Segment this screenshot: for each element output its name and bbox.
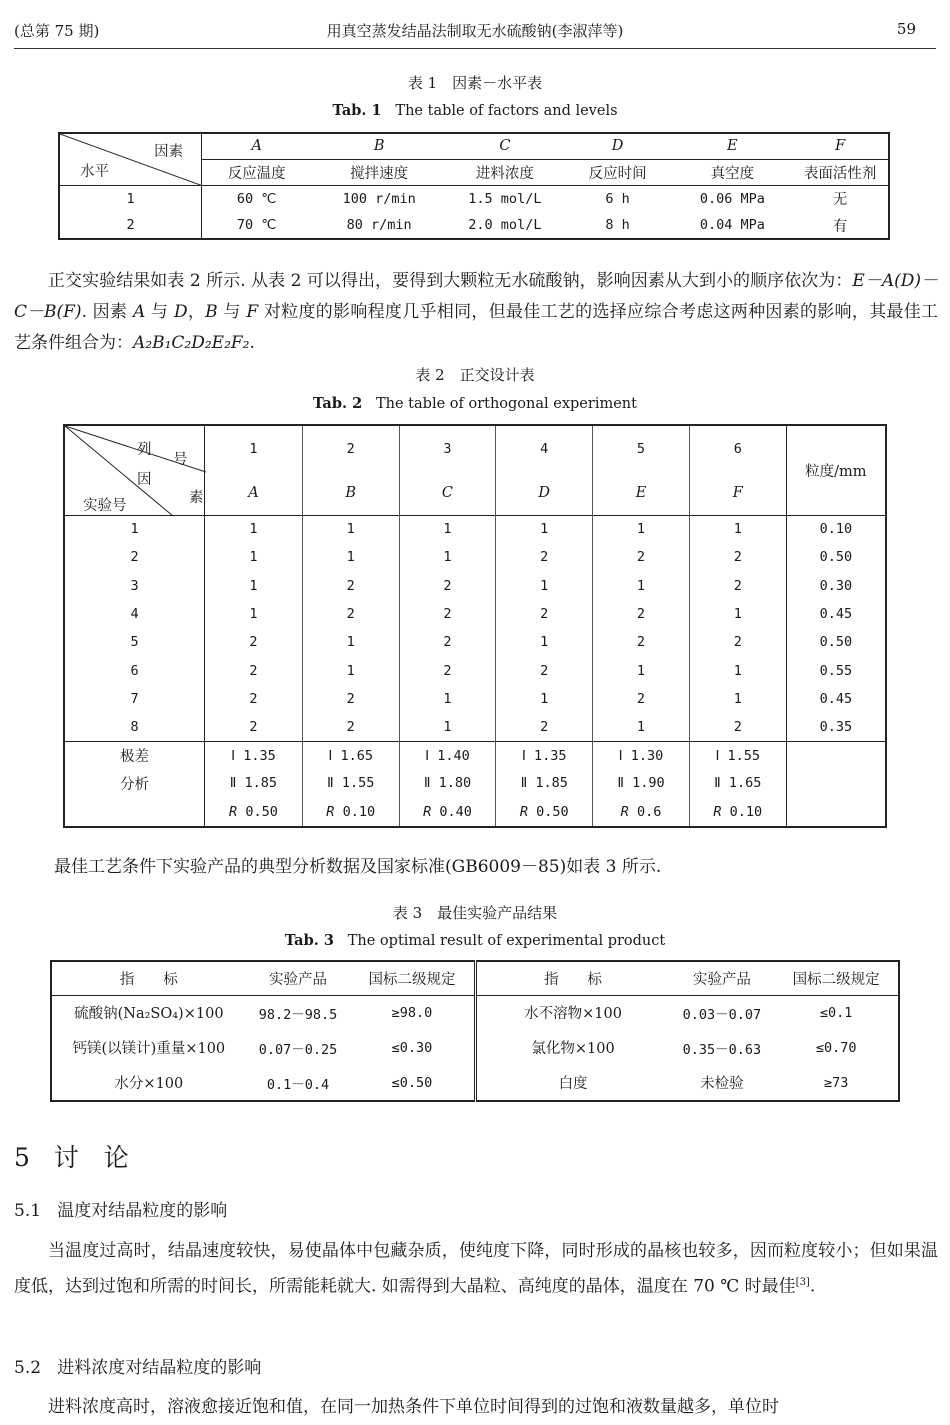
factor-c: C [499, 138, 511, 155]
table-row [64, 572, 886, 600]
range-ii: Ⅱ 1.65 [689, 769, 786, 797]
table-row [64, 515, 886, 543]
text: B [205, 302, 218, 322]
running-title: 用真空蒸发结晶法制取无水硫酸钠(李淑萍等) [326, 22, 624, 40]
level-cell: 2 [205, 656, 303, 684]
level-cell: 1 [689, 515, 786, 543]
cell: ≥98.0 [350, 995, 475, 1030]
cell: 100 r/min [342, 190, 416, 207]
level-cell: 2 [689, 543, 786, 571]
level-cell: 1 [302, 515, 399, 543]
r-label: R [519, 803, 528, 820]
column-number: 2 [302, 425, 399, 471]
range-i: Ⅰ 1.35 [205, 741, 303, 769]
r-value: 0.50 [536, 803, 569, 820]
factor: C [399, 471, 496, 515]
corner-label: 列 [137, 442, 152, 458]
cell: 8 h [605, 217, 630, 233]
range-ii: Ⅱ 1.85 [205, 769, 303, 797]
level-cell: 2 [302, 685, 399, 713]
particle-size: 0.45 [819, 606, 853, 623]
cell: 硫酸钠(Na₂SO₄)×100 [74, 1006, 224, 1023]
text: 与 [145, 302, 174, 322]
level-cell: 1 [399, 713, 496, 741]
table3 [50, 960, 900, 1102]
particle-size: 0.50 [819, 549, 853, 566]
table-row [64, 628, 886, 656]
level-cell: 2 [593, 628, 690, 656]
level-cell: 2 [496, 656, 593, 684]
level-cell: 2 [593, 685, 690, 713]
table-row [64, 543, 886, 571]
experiment-number: 4 [64, 600, 205, 628]
citation: [3] [795, 1277, 810, 1288]
level-cell: 2 [205, 628, 303, 656]
corner-level-label: 水平 [80, 163, 109, 180]
table-row [51, 1030, 899, 1065]
r-value: 0.50 [245, 803, 278, 820]
table-row [51, 995, 899, 1030]
corner-label: 号 [173, 452, 188, 468]
particle-size: 0.35 [819, 718, 853, 735]
cell: 未检验 [700, 1076, 744, 1092]
table1-caption-cn: 表 1 因素－水平表 [407, 74, 543, 92]
table-row [59, 212, 889, 239]
table1-corner [59, 133, 202, 185]
text: F [246, 302, 259, 322]
cell: 1.5 mol/L [468, 190, 542, 207]
header-rule [14, 48, 936, 49]
cell: ≥73 [823, 1074, 849, 1091]
range-ii: Ⅱ 1.55 [302, 769, 399, 797]
range-r [302, 797, 399, 827]
level-cell: 2 [399, 656, 496, 684]
factor-name: 真空度 [672, 159, 792, 185]
level-cell: 1 [205, 572, 303, 600]
level-cell: 2 [496, 543, 593, 571]
table2-caption-en: Tab. 2 The table of orthogonal experiment [313, 395, 637, 412]
level-cell: 1 [496, 685, 593, 713]
factor-f: F [835, 138, 846, 155]
experiment-number: 8 [64, 713, 205, 741]
column-number: 3 [399, 425, 496, 471]
table3-caption-cn: 表 3 最佳实验产品结果 [392, 904, 558, 922]
subsection-heading [14, 1353, 261, 1378]
text: . [249, 333, 255, 353]
section-number: 5 [14, 1143, 30, 1172]
level-cell: 2 [302, 600, 399, 628]
factor-a: A [251, 138, 262, 155]
level-cell: 1 [593, 515, 690, 543]
corner-factor-label: 因素 [154, 144, 184, 160]
particle-size: 0.55 [819, 662, 853, 679]
column-number: 5 [593, 425, 690, 471]
cell: 60 ℃ [236, 190, 277, 207]
range-i: Ⅰ 1.65 [302, 741, 399, 769]
text: 与 [217, 302, 247, 322]
table3-caption-en: Tab. 3 The optimal result of experimental product [284, 932, 666, 949]
level-cell: 2 [593, 600, 690, 628]
paragraph-results [14, 266, 938, 359]
factor: E [593, 471, 690, 515]
header-cell: 国标二级规定 [792, 971, 880, 988]
paragraph-temperature [14, 1236, 938, 1303]
size-header: 粒度/mm [786, 425, 886, 515]
subsection-title: 进料浓度对结晶粒度的影响 [57, 1358, 262, 1378]
level-cell: 2 [302, 713, 399, 741]
section-title: 讨 论 [53, 1143, 129, 1172]
level-cell: 1 [689, 656, 786, 684]
factor-d: D [611, 138, 624, 155]
r-label: R [326, 803, 335, 820]
level-cell: 1 [399, 515, 496, 543]
level-cell: 1 [302, 543, 399, 571]
factor-e: E [727, 138, 738, 155]
text: D [173, 302, 188, 322]
cell: 钙镁(以镁计)重量×100 [72, 1041, 226, 1057]
range-ii: Ⅱ 1.80 [399, 769, 496, 797]
cell: 0.06 MPa [699, 190, 765, 207]
cell: 有 [832, 218, 848, 235]
factor: A [205, 471, 303, 515]
particle-size: 0.30 [819, 577, 853, 594]
cell: 0.07－0.25 [258, 1041, 338, 1058]
text: . 因素 [81, 302, 133, 322]
level-cell: 1 [496, 572, 593, 600]
table1-caption-en: Tab. 1 The table of factors and levels [332, 102, 618, 119]
text: ， [187, 302, 206, 322]
cell: 0.03－0.07 [682, 1006, 762, 1023]
range-i: Ⅰ 1.30 [593, 741, 690, 769]
table2 [63, 424, 887, 828]
cell: ≤0.30 [350, 1030, 475, 1065]
journal-issue: (总第 75 期) [14, 22, 100, 40]
cell: 氯化物×100 [531, 1041, 615, 1057]
range-label: 分析 [64, 769, 205, 797]
level-cell: 2 [689, 628, 786, 656]
cell: 0.1－0.4 [266, 1076, 330, 1093]
cell: ≤0.1 [819, 1004, 853, 1021]
level-cell: 1 [689, 685, 786, 713]
column-number: 1 [205, 425, 303, 471]
table-row [64, 656, 886, 684]
header-cell: 国标二级规定 [350, 961, 475, 995]
experiment-number: 7 [64, 685, 205, 713]
particle-size: 0.10 [819, 521, 853, 538]
text: A [132, 302, 146, 322]
level-cell: 2 [59, 212, 202, 239]
column-number: 4 [496, 425, 593, 471]
text: . [809, 1276, 816, 1297]
level-cell: 1 [59, 185, 202, 212]
cell: 0.35－0.63 [682, 1041, 762, 1058]
cell: 70 ℃ [236, 217, 277, 233]
header-cell: 实验产品 [269, 971, 328, 988]
subsection-heading [14, 1196, 227, 1221]
r-label: R [713, 803, 722, 820]
experiment-number: 6 [64, 656, 205, 684]
paragraph-concentration: 进料浓度高时，溶液愈接近饱和值，在同一加热条件下单位时间得到的过饱和液数量越多，单位时 [48, 1397, 779, 1417]
cell: 无 [832, 192, 848, 209]
range-ii: Ⅱ 1.90 [593, 769, 690, 797]
optimal-combination: A₂B₁C₂D₂E₂F₂ [133, 333, 250, 353]
factor-name: 搅拌速度 [311, 159, 447, 185]
paragraph-table3-intro: 最佳工艺条件下实验产品的典型分析数据及国家标准(GB6009－85)如表 3 所示. [54, 857, 662, 877]
page-number: 59 [896, 20, 916, 38]
level-cell: 1 [593, 572, 690, 600]
corner-label: 素 [189, 490, 204, 506]
factor-b: B [373, 138, 385, 155]
level-cell: 2 [205, 685, 303, 713]
range-i: Ⅰ 1.55 [689, 741, 786, 769]
factor-name: 反应温度 [202, 159, 312, 185]
level-cell: 1 [496, 515, 593, 543]
factor-name: 进料浓度 [447, 159, 563, 185]
cell: 80 r/min [346, 217, 412, 233]
text: 对粒度的影响程度几乎相同，但最佳工艺的选择应综合考虑这两种因素的影响，其最佳工艺条件组合为： [14, 302, 939, 353]
range-ii: Ⅱ 1.85 [496, 769, 593, 797]
level-cell: 1 [302, 628, 399, 656]
text: 当温度过高时，结晶速度较快，易使晶体中包藏杂质，使纯度下降，同时形成的晶核也较多，因而粒度较小；但如果温度低，达到过饱和所需的时间长，所需能耗就大. 如需得到大晶粒、高纯度的晶体，温度在 70 ℃ 时最佳 [14, 1241, 938, 1297]
table1 [58, 132, 890, 240]
factor: D [496, 471, 593, 515]
factor-name: 反应时间 [563, 159, 673, 185]
table-row [64, 600, 886, 628]
table-row [64, 685, 886, 713]
table-row [51, 1065, 899, 1101]
range-r [496, 797, 593, 827]
experiment-number: 3 [64, 572, 205, 600]
range-r [399, 797, 496, 827]
level-cell: 1 [593, 656, 690, 684]
header-cell: 实验产品 [692, 971, 751, 988]
section-heading [14, 1138, 129, 1174]
level-cell: 1 [205, 515, 303, 543]
level-cell: 2 [302, 572, 399, 600]
experiment-number: 2 [64, 543, 205, 571]
factor: F [689, 471, 786, 515]
level-cell: 1 [496, 628, 593, 656]
r-label: R [229, 803, 238, 820]
subsection-number: 5.2 [14, 1358, 42, 1378]
r-value: 0.40 [439, 803, 472, 820]
level-cell: 2 [399, 572, 496, 600]
cell: ≤0.50 [350, 1065, 475, 1101]
table2-caption-cn: 表 2 正交设计表 [415, 366, 535, 384]
r-value: 0.10 [342, 803, 376, 820]
r-value: 0.10 [729, 803, 763, 820]
particle-size: 0.45 [819, 690, 853, 707]
range-i: Ⅰ 1.40 [399, 741, 496, 769]
level-cell: 2 [689, 713, 786, 741]
r-label: R [423, 803, 432, 820]
range-r [689, 797, 786, 827]
level-cell: 2 [496, 600, 593, 628]
level-cell: 2 [205, 713, 303, 741]
subsection-number: 5.1 [14, 1201, 42, 1221]
cell: 水不溶物×100 [524, 1006, 622, 1023]
cell: 0.04 MPa [699, 217, 765, 233]
experiment-number: 1 [64, 515, 205, 543]
particle-size: 0.50 [819, 634, 853, 651]
factor: B [302, 471, 399, 515]
level-cell: 1 [205, 543, 303, 571]
factor-name: 表面活性剂 [792, 159, 889, 185]
level-cell: 2 [593, 543, 690, 571]
corner-label: 因 [137, 472, 152, 488]
column-number: 6 [689, 425, 786, 471]
level-cell: 1 [205, 600, 303, 628]
level-cell: 2 [689, 572, 786, 600]
cell: 水分×100 [114, 1076, 184, 1092]
level-cell: 1 [593, 713, 690, 741]
cell: 6 h [605, 190, 630, 207]
range-r [593, 797, 690, 827]
cell: 2.0 mol/L [468, 217, 542, 233]
text: 正交实验结果如表 2 所示. 从表 2 可以得出，要得到大颗粒无水硫酸钠，影响因素从大到小的顺序依次为： [48, 271, 853, 291]
level-cell: 2 [399, 600, 496, 628]
r-value: 0.6 [636, 803, 662, 820]
range-r [205, 797, 303, 827]
range-i: Ⅰ 1.35 [496, 741, 593, 769]
header-cell: 指 标 [119, 971, 178, 988]
table2-corner [64, 425, 205, 515]
subsection-title: 温度对结晶粒度的影响 [57, 1201, 228, 1221]
experiment-number: 5 [64, 628, 205, 656]
cell: 98.2－98.5 [258, 1006, 338, 1023]
r-label: R [620, 803, 629, 820]
header-cell: 指 标 [544, 971, 603, 988]
level-cell: 1 [689, 600, 786, 628]
corner-label: 实验号 [83, 498, 127, 514]
table-row [64, 713, 886, 741]
table-row [59, 185, 889, 212]
level-cell: 1 [302, 656, 399, 684]
level-cell: 1 [399, 543, 496, 571]
level-cell: 2 [496, 713, 593, 741]
cell: 白度 [558, 1076, 588, 1092]
factor-order: E－A(D)－C－B(F) [14, 271, 938, 322]
level-cell: 1 [399, 685, 496, 713]
range-label: 极差 [64, 741, 205, 769]
cell: ≤0.70 [815, 1039, 857, 1056]
level-cell: 2 [399, 628, 496, 656]
